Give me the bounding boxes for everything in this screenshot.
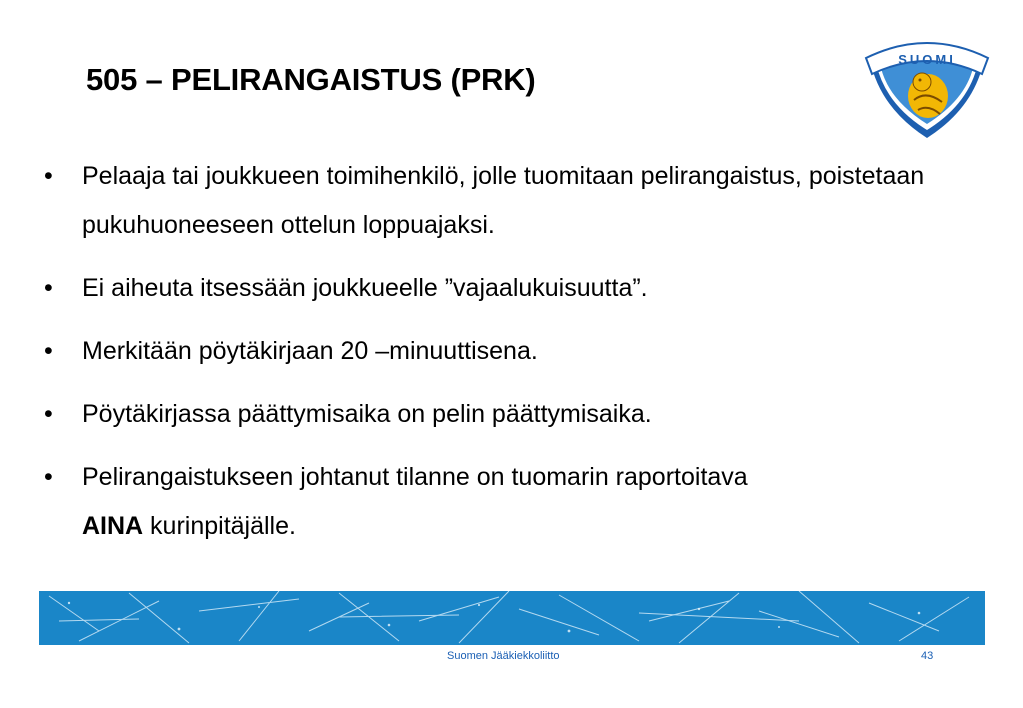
bullet-item — [44, 390, 1004, 439]
page-number: 43 — [921, 650, 934, 662]
bullet-dot: • — [44, 274, 53, 302]
suomi-lion-logo-icon — [862, 30, 992, 140]
footer-organization: Suomen Jääkiekkoliitto — [447, 650, 560, 662]
bullet-text: Merkitään pöytäkirjaan 20 –minuuttisena. — [82, 337, 538, 365]
bullet-dot: • — [44, 337, 53, 365]
slide-title: 505 – PELIRANGAISTUS (PRK) — [86, 62, 536, 97]
ice-scratch-pattern — [39, 591, 985, 645]
bullet-text: Pöytäkirjassa päättymisaika on pelin päättymisaika. — [82, 400, 652, 428]
ice-texture-band — [39, 591, 985, 645]
bullet-item — [44, 453, 1004, 551]
bullet-text: Pelaaja tai joukkueen toimihenkilö, jolle tuomitaan pelirangaistus, poistetaan pukuhuoneeseen ottelun loppuajaksi. — [82, 162, 925, 239]
bullet-text: Ei aiheuta itsessään joukkueelle ”vajaalukuisuutta”. — [82, 274, 648, 302]
bullet-dot: • — [44, 162, 53, 190]
bullet-dot: • — [44, 400, 53, 428]
bullet-item — [44, 152, 1004, 250]
bullet-text: Pelirangaistukseen johtanut tilanne on tuomarin raportoitava — [82, 463, 748, 491]
bullet-bold-text: AINA — [82, 512, 144, 540]
logo-text: SUOMI — [898, 52, 956, 67]
bullet-item — [44, 264, 1004, 313]
bullet-text-tail: kurinpitäjälle. — [143, 512, 296, 540]
bullet-item — [44, 327, 1004, 376]
bullet-dot: • — [44, 463, 53, 491]
bullet-list — [44, 152, 1004, 565]
